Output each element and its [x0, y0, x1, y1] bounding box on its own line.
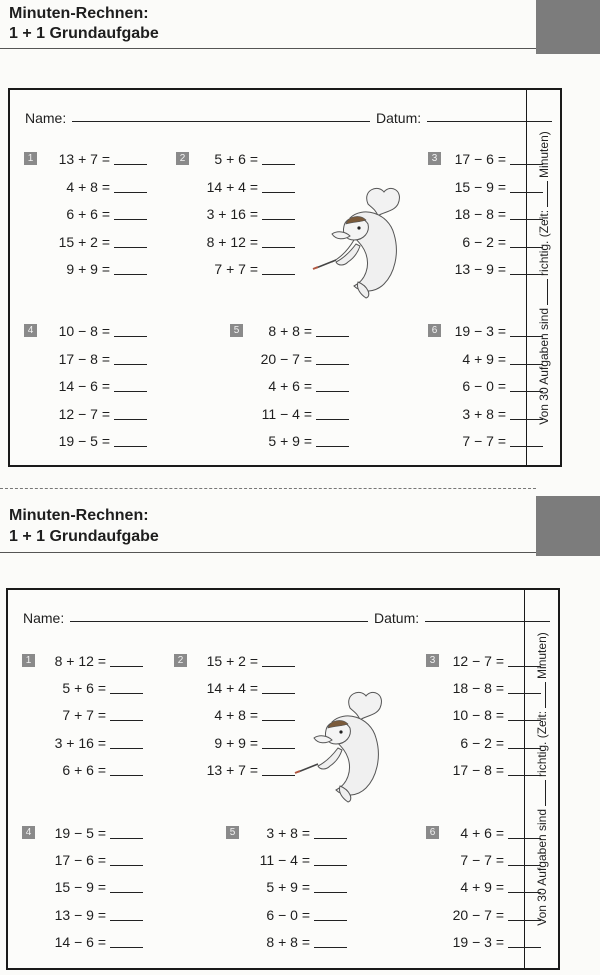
- answer-blank[interactable]: [114, 433, 147, 447]
- arithmetic-problem: [174, 706, 295, 724]
- block-number-badge: 4: [24, 324, 37, 337]
- answer-blank[interactable]: [114, 179, 147, 193]
- score-text-part1: Von 30 Aufgaben sind: [536, 307, 551, 425]
- equation-text: 3 + 8 =: [266, 825, 310, 841]
- equation-text: 4 + 6 =: [268, 378, 312, 394]
- answer-blank[interactable]: [510, 179, 543, 193]
- equation-text: 17 − 6 =: [54, 852, 106, 869]
- answer-blank[interactable]: [110, 735, 143, 749]
- exercise-card: [6, 588, 560, 970]
- answer-blank[interactable]: [262, 261, 295, 275]
- arithmetic-problem: [428, 377, 543, 395]
- arithmetic-problem: [230, 377, 349, 395]
- block-number-badge: 1: [22, 654, 35, 667]
- equation-text: 19 − 5 =: [58, 433, 110, 449]
- equation-text: 17 − 8 =: [452, 761, 504, 778]
- answer-blank[interactable]: [114, 234, 147, 248]
- equation-text: 8 + 8 =: [268, 323, 312, 339]
- answer-blank[interactable]: [110, 825, 143, 839]
- equation-text: 15 + 2 =: [206, 653, 258, 669]
- exercise-card: [8, 88, 562, 467]
- answer-blank[interactable]: [114, 206, 147, 220]
- equation-text: 17 − 8 =: [58, 350, 110, 367]
- arithmetic-problem: [230, 322, 349, 340]
- score-text-part3: Minuten): [536, 130, 551, 178]
- arithmetic-problem: [176, 205, 295, 223]
- answer-blank[interactable]: [262, 234, 295, 248]
- equation-text: 7 + 7 =: [62, 707, 106, 724]
- answer-blank[interactable]: [316, 323, 349, 337]
- answer-blank[interactable]: [508, 825, 541, 839]
- score-text-part2: richtig. (Zeit:: [536, 209, 551, 276]
- arithmetic-problem: [24, 233, 147, 251]
- block-number-badge: 6: [426, 826, 439, 839]
- answer-blank[interactable]: [114, 151, 147, 165]
- equation-text: 4 + 8 =: [66, 178, 110, 195]
- arithmetic-problem: [428, 150, 543, 168]
- arithmetic-problem: [428, 260, 543, 278]
- sheet-title: Minuten-Rechnen:: [9, 5, 149, 22]
- sheet-subtitle: 1 + 1 Grundaufgabe: [9, 528, 159, 545]
- equation-text: 13 + 7 =: [58, 151, 110, 167]
- equation-text: 3 + 8 =: [462, 405, 506, 422]
- arithmetic-problem: [428, 233, 543, 251]
- equation-text: 6 + 6 =: [66, 206, 110, 222]
- answer-blank[interactable]: [114, 323, 147, 337]
- arithmetic-problem: [176, 260, 295, 278]
- answer-blank[interactable]: [114, 378, 147, 392]
- answer-blank[interactable]: [110, 707, 143, 721]
- equation-text: 7 + 7 =: [214, 261, 258, 277]
- equation-text: 4 + 9 =: [462, 350, 506, 367]
- answer-blank[interactable]: [316, 433, 349, 447]
- correct-count-blank[interactable]: [546, 278, 548, 304]
- arithmetic-problem: [230, 350, 349, 368]
- equation-text: 14 − 6 =: [58, 378, 110, 394]
- time-blank[interactable]: [544, 682, 546, 708]
- answer-blank[interactable]: [508, 879, 541, 893]
- answer-blank[interactable]: [508, 653, 541, 667]
- equation-text: 3 + 16 =: [206, 206, 258, 222]
- equation-text: 8 + 12 =: [206, 233, 258, 250]
- arithmetic-problem: [426, 734, 541, 752]
- equation-text: 14 − 6 =: [54, 933, 106, 950]
- arithmetic-problem: [24, 350, 147, 368]
- arithmetic-problem: [428, 205, 543, 223]
- answer-blank[interactable]: [110, 762, 143, 776]
- arithmetic-problem: [22, 824, 143, 842]
- answer-blank[interactable]: [110, 879, 143, 893]
- answer-blank[interactable]: [316, 351, 349, 365]
- gray-corner-tab: [536, 496, 600, 556]
- arithmetic-problem: [226, 824, 347, 842]
- answer-blank[interactable]: [314, 934, 347, 948]
- name-blank[interactable]: [72, 120, 370, 122]
- answer-blank[interactable]: [262, 735, 295, 749]
- arithmetic-problem: [176, 150, 295, 168]
- time-blank[interactable]: [546, 180, 548, 206]
- header-rule: [0, 48, 536, 49]
- equation-text: 13 − 9 =: [54, 906, 106, 923]
- name-field[interactable]: [23, 604, 368, 626]
- block-number-badge: 4: [22, 826, 35, 839]
- equation-text: 18 − 8 =: [452, 680, 504, 697]
- equation-text: 5 + 6 =: [62, 680, 106, 697]
- block-number-badge: 3: [426, 654, 439, 667]
- equation-text: 9 + 9 =: [66, 261, 110, 277]
- answer-blank[interactable]: [262, 762, 295, 776]
- arithmetic-problem: [426, 652, 541, 670]
- arithmetic-problem: [22, 734, 143, 752]
- equation-text: 17 − 6 =: [454, 151, 506, 167]
- equation-text: 20 − 7 =: [452, 906, 504, 923]
- block-number-badge: 2: [176, 152, 189, 165]
- arithmetic-problem: [24, 205, 147, 223]
- arithmetic-problem: [426, 706, 541, 724]
- arithmetic-problem: [24, 178, 147, 196]
- answer-blank[interactable]: [508, 907, 541, 921]
- arithmetic-problem: [226, 933, 347, 951]
- answer-blank[interactable]: [510, 234, 543, 248]
- equation-text: 4 + 6 =: [460, 825, 504, 841]
- arithmetic-problem: [226, 851, 347, 869]
- equation-text: 15 + 2 =: [58, 233, 110, 250]
- answer-blank[interactable]: [262, 151, 295, 165]
- equation-text: 15 − 9 =: [54, 879, 106, 896]
- equation-text: 14 + 4 =: [206, 680, 258, 697]
- answer-blank[interactable]: [114, 406, 147, 420]
- score-text-part2: richtig. (Zeit:: [534, 710, 549, 777]
- score-text-part3: Minuten): [534, 632, 549, 679]
- arithmetic-problem: [174, 761, 295, 779]
- equation-text: 20 − 7 =: [260, 350, 312, 367]
- answer-blank[interactable]: [508, 762, 541, 776]
- answer-blank[interactable]: [508, 934, 541, 948]
- equation-text: 3 + 16 =: [54, 734, 106, 751]
- equation-text: 10 − 8 =: [452, 707, 504, 724]
- cut-line: [0, 488, 536, 489]
- worksheet-top: [0, 0, 600, 487]
- equation-text: 5 + 6 =: [214, 151, 258, 167]
- answer-blank[interactable]: [110, 653, 143, 667]
- answer-blank[interactable]: [510, 351, 543, 365]
- arithmetic-problem: [22, 706, 143, 724]
- arithmetic-problem: [22, 652, 143, 670]
- arithmetic-problem: [24, 150, 147, 168]
- equation-text: 6 − 2 =: [460, 734, 504, 751]
- answer-blank[interactable]: [262, 680, 295, 694]
- name-blank[interactable]: [70, 620, 368, 622]
- answer-blank[interactable]: [510, 378, 543, 392]
- equation-text: 4 + 9 =: [460, 879, 504, 896]
- answer-blank[interactable]: [110, 680, 143, 694]
- arithmetic-problem: [22, 679, 143, 697]
- equation-text: 6 − 0 =: [266, 906, 310, 923]
- answer-blank[interactable]: [262, 179, 295, 193]
- arithmetic-problem: [24, 432, 147, 450]
- arithmetic-problem: [22, 933, 143, 951]
- answer-blank[interactable]: [314, 825, 347, 839]
- arithmetic-problem: [176, 233, 295, 251]
- block-number-badge: 5: [230, 324, 243, 337]
- equation-text: 6 + 6 =: [62, 761, 106, 778]
- arithmetic-problem: [22, 761, 143, 779]
- arithmetic-problem: [426, 933, 541, 951]
- answer-blank[interactable]: [262, 707, 295, 721]
- arithmetic-problem: [428, 350, 543, 368]
- equation-text: 13 + 7 =: [206, 761, 258, 778]
- equation-text: 13 − 9 =: [454, 261, 506, 277]
- dolphin-mascot-image: [292, 686, 390, 804]
- equation-text: 7 − 7 =: [460, 852, 504, 869]
- answer-blank[interactable]: [510, 323, 543, 337]
- equation-text: 8 + 12 =: [54, 653, 106, 669]
- arithmetic-problem: [426, 824, 541, 842]
- equation-text: 19 − 3 =: [454, 323, 506, 339]
- block-number-badge: 1: [24, 152, 37, 165]
- equation-text: 14 + 4 =: [206, 178, 258, 195]
- equation-text: 6 − 0 =: [462, 378, 506, 394]
- block-number-badge: 6: [428, 324, 441, 337]
- arithmetic-problem: [426, 906, 541, 924]
- answer-blank[interactable]: [110, 934, 143, 948]
- equation-text: 10 − 8 =: [58, 323, 110, 339]
- arithmetic-problem: [428, 405, 543, 423]
- equation-text: 8 + 8 =: [266, 933, 310, 950]
- answer-blank[interactable]: [110, 907, 143, 921]
- sheet-subtitle: 1 + 1 Grundaufgabe: [9, 25, 159, 42]
- equation-text: 7 − 7 =: [462, 433, 506, 449]
- gray-corner-tab: [536, 0, 600, 54]
- arithmetic-problem: [24, 377, 147, 395]
- answer-blank[interactable]: [510, 406, 543, 420]
- answer-blank[interactable]: [508, 735, 541, 749]
- arithmetic-problem: [176, 178, 295, 196]
- arithmetic-problem: [24, 260, 147, 278]
- arithmetic-problem: [426, 851, 541, 869]
- name-label: Name:: [25, 110, 67, 126]
- arithmetic-problem: [426, 878, 541, 896]
- answer-blank[interactable]: [510, 206, 543, 220]
- equation-text: 11 − 4 =: [261, 405, 312, 422]
- arithmetic-problem: [428, 178, 543, 196]
- block-number-badge: 3: [428, 152, 441, 165]
- arithmetic-problem: [22, 851, 143, 869]
- date-label: Datum:: [374, 610, 420, 626]
- answer-blank[interactable]: [508, 707, 541, 721]
- answer-blank[interactable]: [314, 879, 347, 893]
- equation-text: 12 − 7 =: [452, 653, 504, 669]
- arithmetic-problem: [174, 679, 295, 697]
- arithmetic-problem: [24, 322, 147, 340]
- answer-blank[interactable]: [510, 433, 543, 447]
- answer-blank[interactable]: [314, 907, 347, 921]
- block-number-badge: 2: [174, 654, 187, 667]
- equation-text: 12 − 7 =: [58, 405, 110, 422]
- block-number-badge: 5: [226, 826, 239, 839]
- worksheet-bottom: [0, 488, 600, 975]
- answer-blank[interactable]: [262, 653, 295, 667]
- equation-text: 5 + 9 =: [266, 879, 310, 896]
- dolphin-mascot-image: [310, 182, 408, 300]
- name-field[interactable]: [25, 104, 370, 126]
- answer-blank[interactable]: [114, 351, 147, 365]
- answer-blank[interactable]: [508, 852, 541, 866]
- arithmetic-problem: [174, 734, 295, 752]
- answer-blank[interactable]: [316, 406, 349, 420]
- equation-text: 15 − 9 =: [454, 178, 506, 195]
- equation-text: 6 − 2 =: [462, 233, 506, 250]
- arithmetic-problem: [226, 906, 347, 924]
- answer-blank[interactable]: [510, 151, 543, 165]
- header-rule: [0, 552, 536, 553]
- equation-text: 9 + 9 =: [214, 734, 258, 751]
- date-label: Datum:: [376, 110, 422, 126]
- answer-blank[interactable]: [114, 261, 147, 275]
- arithmetic-problem: [22, 906, 143, 924]
- score-text-part1: Von 30 Aufgaben sind: [534, 808, 549, 926]
- arithmetic-problem: [426, 761, 541, 779]
- sheet-title: Minuten-Rechnen:: [9, 507, 149, 524]
- answer-blank[interactable]: [316, 378, 349, 392]
- equation-text: 4 + 8 =: [214, 707, 258, 724]
- equation-text: 18 − 8 =: [454, 206, 506, 222]
- name-label: Name:: [23, 610, 65, 626]
- answer-blank[interactable]: [510, 261, 543, 275]
- arithmetic-problem: [24, 405, 147, 423]
- equation-text: 11 − 4 =: [259, 852, 310, 869]
- arithmetic-problem: [428, 432, 543, 450]
- arithmetic-problem: [226, 878, 347, 896]
- arithmetic-problem: [428, 322, 543, 340]
- answer-blank[interactable]: [314, 852, 347, 866]
- answer-blank[interactable]: [110, 852, 143, 866]
- answer-blank[interactable]: [508, 680, 541, 694]
- equation-text: 5 + 9 =: [268, 433, 312, 449]
- arithmetic-problem: [22, 878, 143, 896]
- arithmetic-problem: [426, 679, 541, 697]
- arithmetic-problem: [230, 432, 349, 450]
- arithmetic-problem: [174, 652, 295, 670]
- arithmetic-problem: [230, 405, 349, 423]
- answer-blank[interactable]: [262, 206, 295, 220]
- equation-text: 19 − 3 =: [452, 933, 504, 950]
- correct-count-blank[interactable]: [544, 780, 546, 806]
- equation-text: 19 − 5 =: [54, 825, 106, 841]
